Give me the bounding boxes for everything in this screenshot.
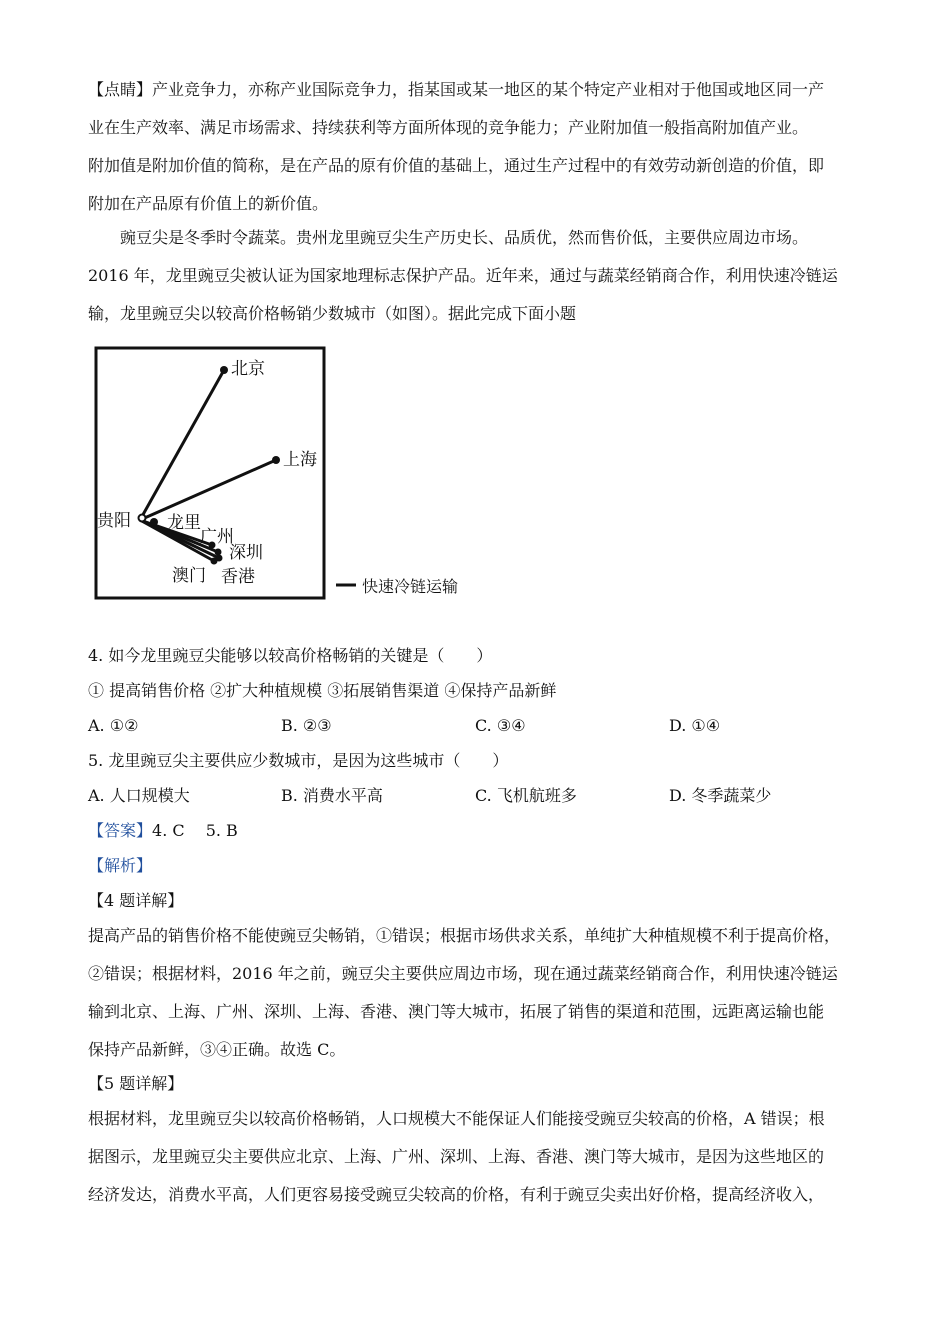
detail4-line-2: ②错误；根据材料，2016 年之前，豌豆尖主要供应周边市场，现在通过蔬菜经销商合作，利用快速冷链运: [88, 964, 838, 983]
passage-line-3: 输，龙里豌豆尖以较高价格畅销少数城市（如图）。据此完成下面小题: [88, 304, 577, 323]
route-shanghai: [140, 460, 276, 520]
q4-option-c[interactable]: C. ③④: [475, 716, 526, 735]
q4-stem: 4. 如今龙里豌豆尖能够以较高价格畅销的关键是（ ）: [88, 646, 493, 665]
q4-option-d[interactable]: D. ①④: [669, 716, 721, 735]
analysis-label: 【解析】: [88, 856, 153, 875]
map-frame: [96, 348, 324, 598]
route-beijing: [140, 370, 224, 520]
cold-chain-map: [90, 342, 490, 604]
detail4-title: 【4 题详解】: [88, 891, 184, 910]
passage-line-2: 2016 年，龙里豌豆尖被认证为国家地理标志保护产品。近年来，通过与蔬菜经销商合作，利用快速冷链运: [88, 266, 838, 285]
q5-option-a[interactable]: A. 人口规模大: [88, 786, 190, 805]
detail4-line-4: 保持产品新鲜，③④正确。故选 C。: [88, 1040, 346, 1059]
passage-line-1: 豌豆尖是冬季时令蔬菜。贵州龙里豌豆尖生产历史长、品质优，然而售价低，主要供应周边市场。: [120, 228, 809, 247]
label-guiyang: 贵阳: [97, 511, 131, 531]
detail5-line-1: 根据材料，龙里豌豆尖以较高价格畅销，人口规模大不能保证人们能接受豌豆尖较高的价格，A 错误；根: [88, 1109, 825, 1128]
shanghai-dot: [272, 456, 280, 464]
note-line-3: 附加值是附加价值的简称，是在产品的原有价值的基础上，通过生产过程中的有效劳动新创造的价值，即: [88, 156, 825, 175]
label-hongkong: 香港: [221, 567, 255, 587]
answer-text: 4. C 5. B: [152, 821, 238, 840]
q5-option-b[interactable]: B. 消费水平高: [281, 786, 383, 805]
note-line-4: 附加在产品原有价值上的新价值。: [88, 194, 329, 213]
label-guangzhou: 广州: [200, 527, 234, 547]
note-line-2: 业在生产效率、满足市场需求、持续获利等方面所体现的竞争能力；产业附加值一般指高附加值产业。: [88, 118, 809, 137]
detail4-line-3: 输到北京、上海、广州、深圳、上海、香港、澳门等大城市，拓展了销售的渠道和范围，远距离运输也能: [88, 1002, 825, 1021]
q4-option-a[interactable]: A. ①②: [88, 716, 139, 735]
q5-option-d[interactable]: D. 冬季蔬菜少: [669, 786, 772, 805]
q5-option-c[interactable]: C. 飞机航班多: [475, 786, 577, 805]
q4-option-b[interactable]: B. ②③: [281, 716, 332, 735]
detail5-line-2: 据图示，龙里豌豆尖主要供应北京、上海、广州、深圳、上海、香港、澳门等大城市，是因为这些地区的: [88, 1147, 825, 1166]
label-macau: 澳门: [172, 566, 206, 586]
macau-dot: [211, 558, 218, 565]
q4-statements: ① 提高销售价格 ②扩大种植规模 ③拓展销售渠道 ④保持产品新鲜: [88, 681, 557, 700]
answer-line: [88, 821, 238, 841]
label-longli: 龙里: [167, 513, 201, 533]
note-tag: 【点睛】: [88, 80, 153, 99]
q5-stem: 5. 龙里豌豆尖主要供应少数城市，是因为这些城市（ ）: [88, 751, 509, 770]
answer-label: 【答案】: [88, 821, 153, 840]
shenzhen-dot: [215, 549, 222, 556]
guiyang-dot: [139, 515, 146, 522]
longli-dot: [150, 518, 158, 526]
detail5-line-3: 经济发达，消费水平高，人们更容易接受豌豆尖较高的价格，有利于豌豆尖卖出好价格，提高经济收入，: [88, 1185, 825, 1204]
beijing-dot: [220, 366, 228, 374]
detail4-line-1: 提高产品的销售价格不能使豌豆尖畅销，①错误；根据市场供求关系，单纯扩大种植规模不利于提高价格，: [88, 926, 841, 945]
note-line-1: 【点睛】产业竞争力，亦称产业国际竞争力，指某国或某一地区的某个特定产业相对于他国或地区同一产: [88, 80, 825, 99]
label-beijing: 北京: [231, 359, 265, 379]
label-shanghai: 上海: [283, 450, 317, 470]
detail5-title: 【5 题详解】: [88, 1074, 184, 1093]
label-shenzhen: 深圳: [229, 543, 263, 563]
legend-label: 快速冷链运输: [362, 577, 459, 596]
